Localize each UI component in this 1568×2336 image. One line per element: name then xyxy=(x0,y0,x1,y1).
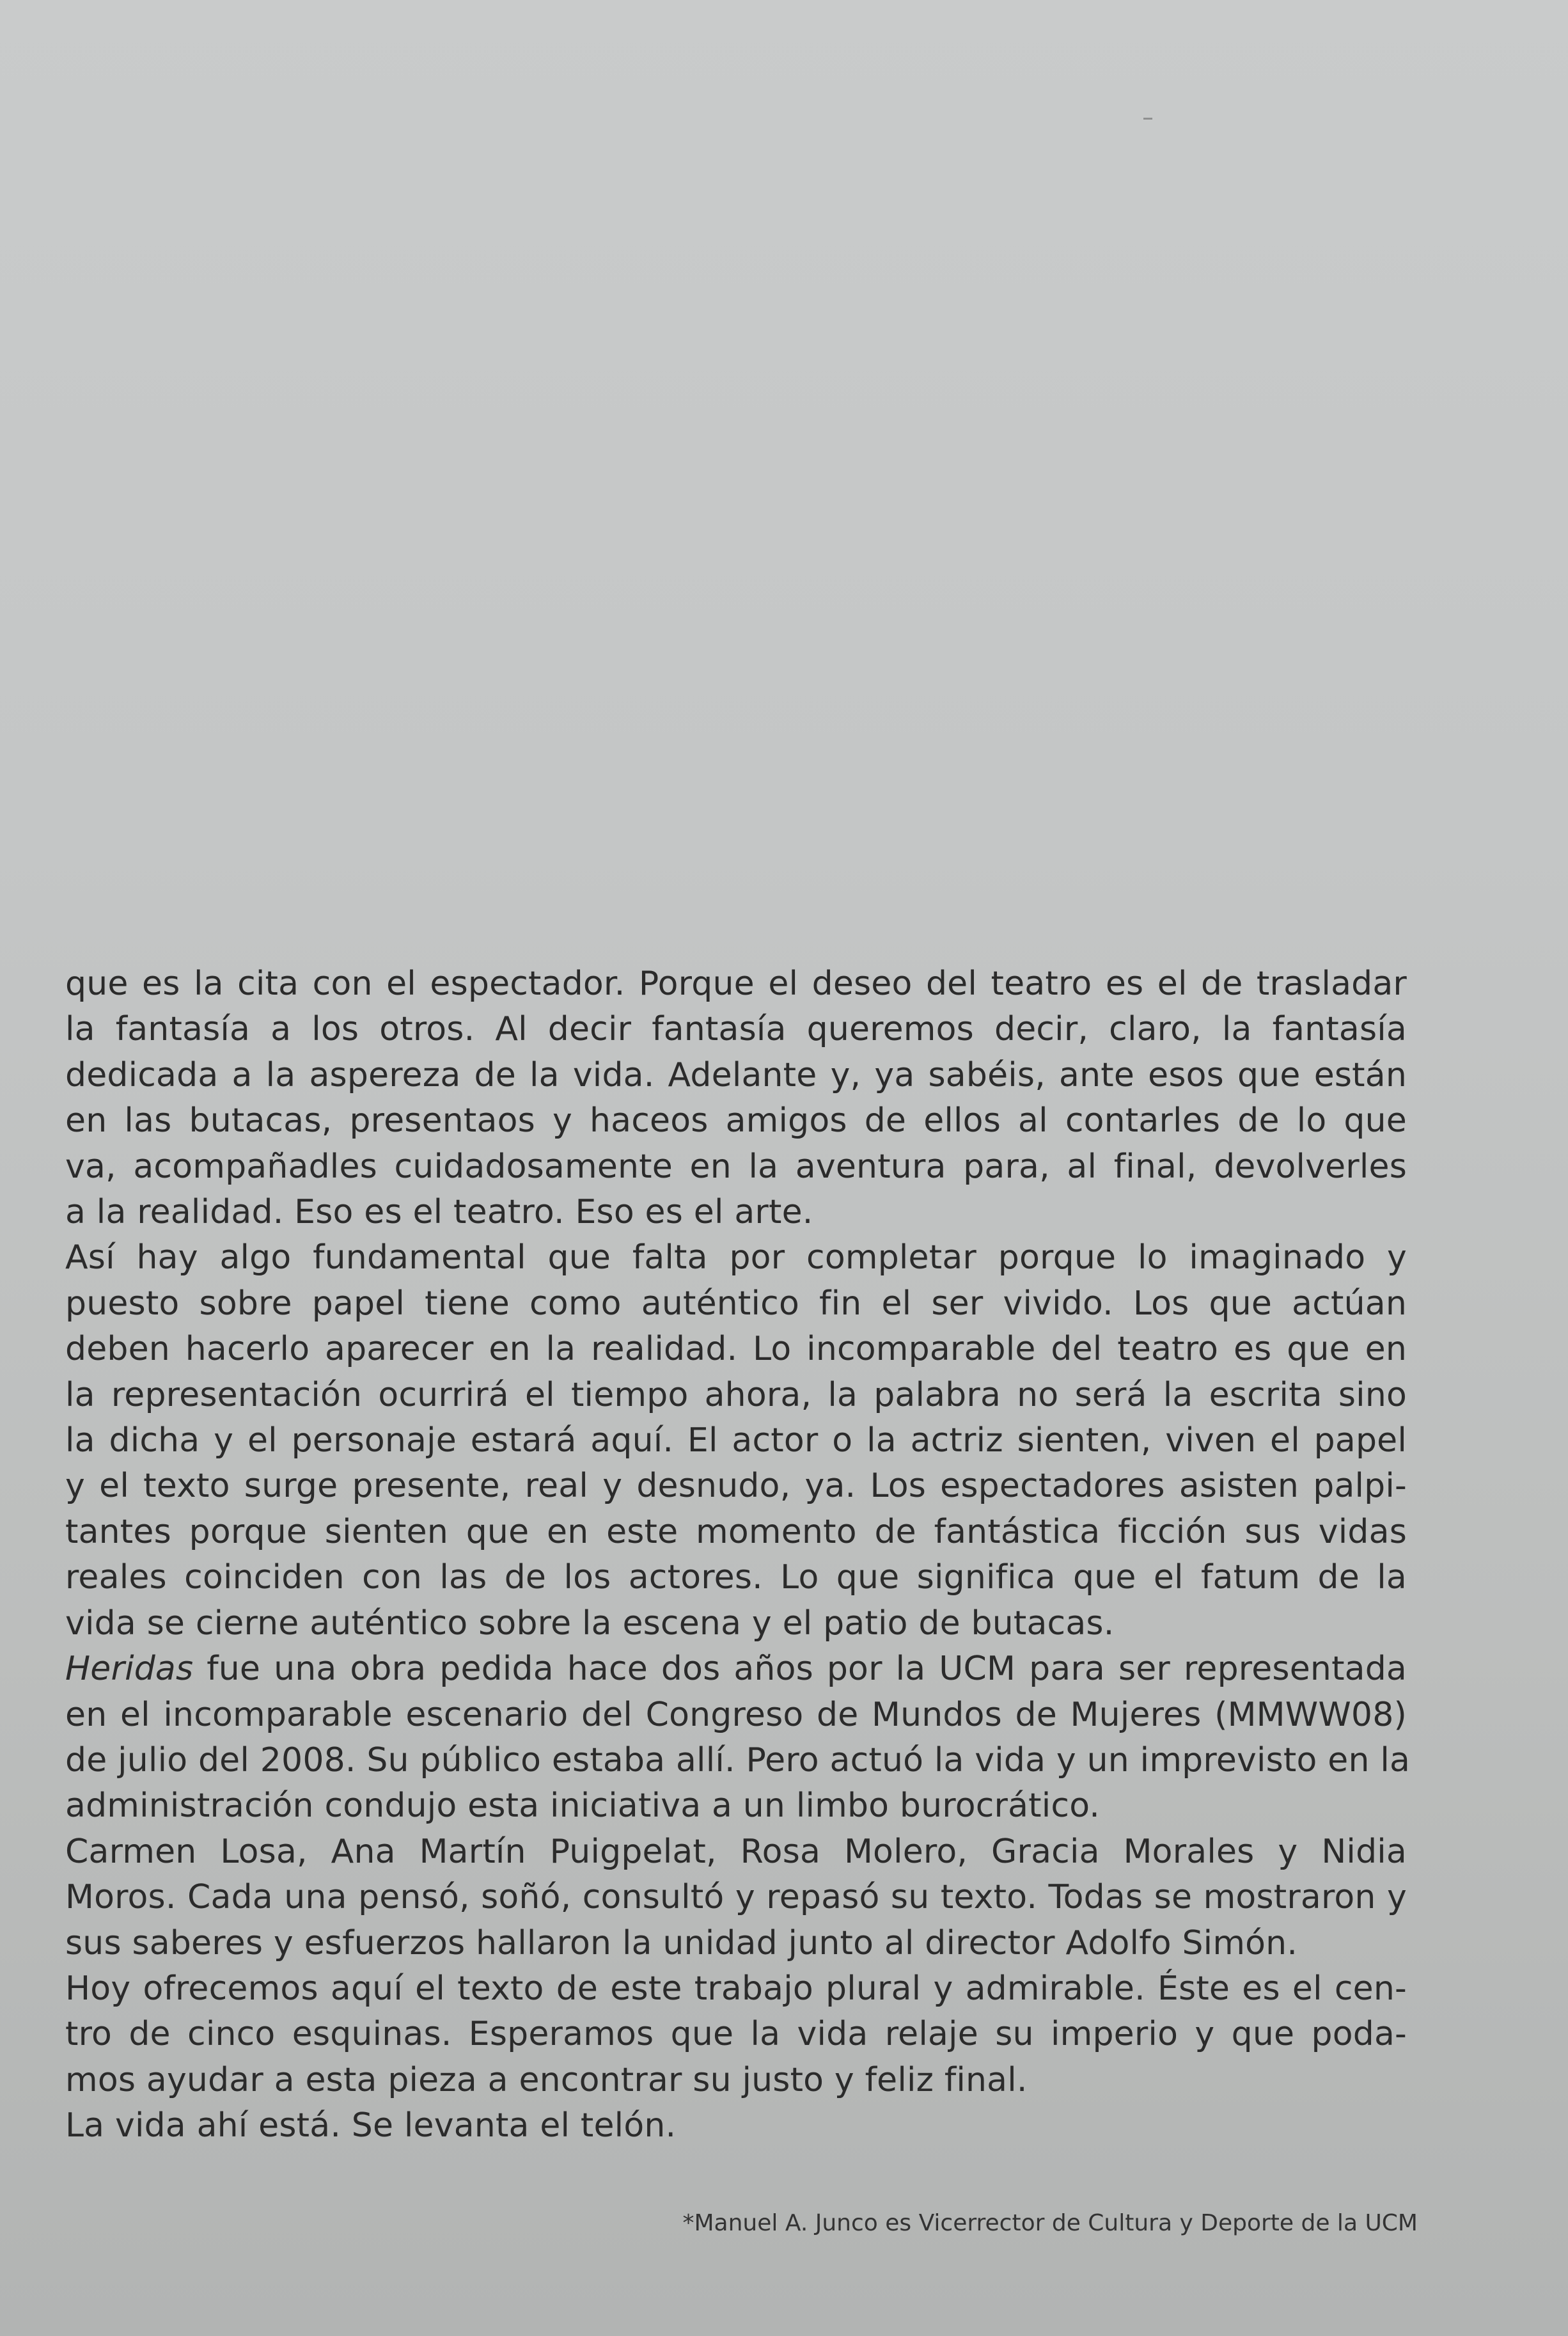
text-line-21: Moros. Cada una pensó, soñó, consultó y repasó su texto. Todas se mostraron y xyxy=(65,1878,1407,1917)
text-line-8: puesto sobre papel tiene como auténtico fin el ser vivido. Los que actúan xyxy=(65,1284,1407,1323)
text-line-15: vida se cierne auténtico sobre la escena y el patio de butacas. xyxy=(65,1604,1115,1643)
body-text xyxy=(65,961,1411,2149)
text-line-26: La vida ahí está. Se levanta el telón. xyxy=(65,2106,677,2145)
text-line-14: reales coinciden con las de los actores. Lo que significa que el fatum de la xyxy=(65,1558,1407,1597)
text-line-18: de julio del 2008. Su público estaba allí. Pero actuó la vida y un imprevisto en la xyxy=(65,1740,1411,1780)
text-line-16 xyxy=(65,1646,1407,1692)
text-line-12: y el texto surge presente, real y desnudo, ya. Los espectadores asisten palpi- xyxy=(65,1467,1407,1506)
text-line-19: administración condujo esta iniciativa a un limbo burocrático. xyxy=(65,1787,1101,1826)
paper-speck xyxy=(1143,118,1152,120)
text-line-23: Hoy ofrecemos aquí el texto de este trabajo plural y admirable. Éste es el cen- xyxy=(65,1969,1407,2008)
text-line-10: la representación ocurrirá el tiempo ahora, la palabra no será la escrita sino xyxy=(65,1375,1407,1414)
book-title-heridas: Heridas xyxy=(65,1650,194,1689)
text-line-7: Así hay algo fundamental que falta por completar porque lo imaginado y xyxy=(65,1238,1407,1277)
text-line-4: en las butacas, presentaos y haceos amigos de ellos al contarles de lo que xyxy=(65,1101,1407,1140)
text-line-13: tantes porque sienten que en este momento de fantástica ficción sus vidas xyxy=(65,1512,1407,1551)
text-line-1: que es la cita con el espectador. Porque el deseo del teatro es el de trasladar xyxy=(65,965,1407,1003)
text-line-9: deben hacerlo aparecer en la realidad. Lo incomparable del teatro es que en xyxy=(65,1330,1407,1369)
text-line-22: sus saberes y esfuerzos hallaron la unidad junto al director Adolfo Simón. xyxy=(65,1923,1298,1962)
text-line-16-rest: fue una obra pedida hace dos años por la UCM para ser representada xyxy=(193,1650,1407,1689)
text-line-11: la dicha y el personaje estará aquí. El actor o la actriz sienten, viven el papel xyxy=(65,1421,1407,1460)
text-line-2: la fantasía a los otros. Al decir fantasía queremos decir, claro, la fantasía xyxy=(65,1010,1407,1049)
text-line-25: mos ayudar a esta pieza a encontrar su justo y feliz final. xyxy=(65,2060,1028,2099)
text-line-3: dedicada a la aspereza de la vida. Adelante y, ya sabéis, ante esos que están xyxy=(65,1055,1407,1094)
text-line-20: Carmen Losa, Ana Martín Puigpelat, Rosa Molero, Gracia Morales y Nidia xyxy=(65,1832,1407,1871)
text-line-5: va, acompañadles cuidadosamente en la aventura para, al final, devolverles xyxy=(65,1147,1407,1186)
text-line-6: a la realidad. Eso es el teatro. Eso es el arte. xyxy=(65,1193,813,1232)
text-line-17: en el incomparable escenario del Congreso de Mundos de Mujeres (MMWW08) xyxy=(65,1695,1407,1734)
author-footnote: *Manuel A. Junco es Vicerrector de Cultura y Deporte de la UCM xyxy=(682,2210,1418,2236)
text-line-24: tro de cinco esquinas. Esperamos que la vida relaje su imperio y que poda- xyxy=(65,2015,1407,2054)
